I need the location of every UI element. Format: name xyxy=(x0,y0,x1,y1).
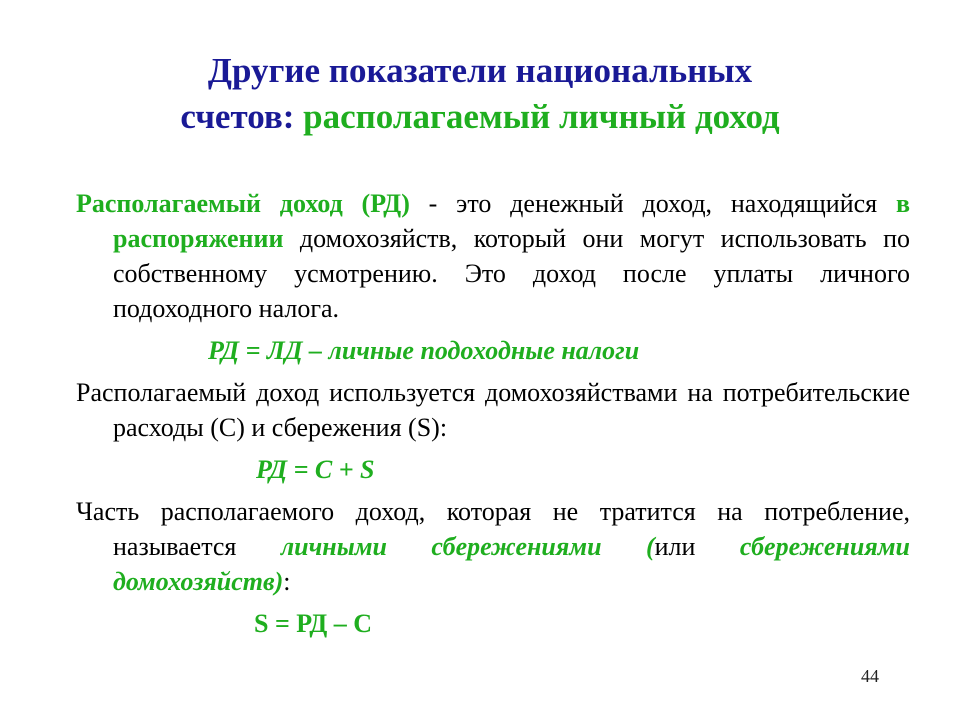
formula-consumption-savings: РД = С + S xyxy=(256,455,375,484)
page-number: 44 xyxy=(861,666,879,686)
slide-title xyxy=(60,48,900,140)
savings-paragraph xyxy=(76,494,910,599)
slide-body xyxy=(76,186,910,648)
savings-accent-2: сбережениями домохозяйств) xyxy=(113,532,910,596)
definition-paragraph xyxy=(76,186,910,326)
savings-accent-1: личными сбережениями ( xyxy=(280,532,655,561)
term-disposable-income: Располагаемый доход (РД) xyxy=(76,189,410,218)
savings-text-3: : xyxy=(283,567,291,596)
definition-text-2: домохозяйств, который они могут использовать по собственному усмотрению. Это доход после уплаты личного подоходного налога. xyxy=(113,224,910,323)
definition-text-1: - это денежный доход, находящийся xyxy=(409,189,896,218)
title-line-1: Другие показатели национальных xyxy=(207,51,753,90)
title-line-2 xyxy=(60,94,900,140)
title-prefix: счетов: xyxy=(180,97,304,136)
usage-paragraph: Располагаемый доход используется домохозяйствами на потребительские расходы (С) и сбережения (S): xyxy=(76,378,910,442)
title-accent: располагаемый личный доход xyxy=(303,97,780,136)
formula-disposable-income: РД = ЛД – личные подоходные налоги xyxy=(208,336,640,365)
savings-text-2: или xyxy=(654,532,740,561)
definition-accent: в распоряжении xyxy=(113,189,910,253)
savings-text-1: Часть располагаемого доход, которая не тратится на потребление, называется xyxy=(76,497,910,561)
formula-savings: S = РД – С xyxy=(254,609,373,638)
